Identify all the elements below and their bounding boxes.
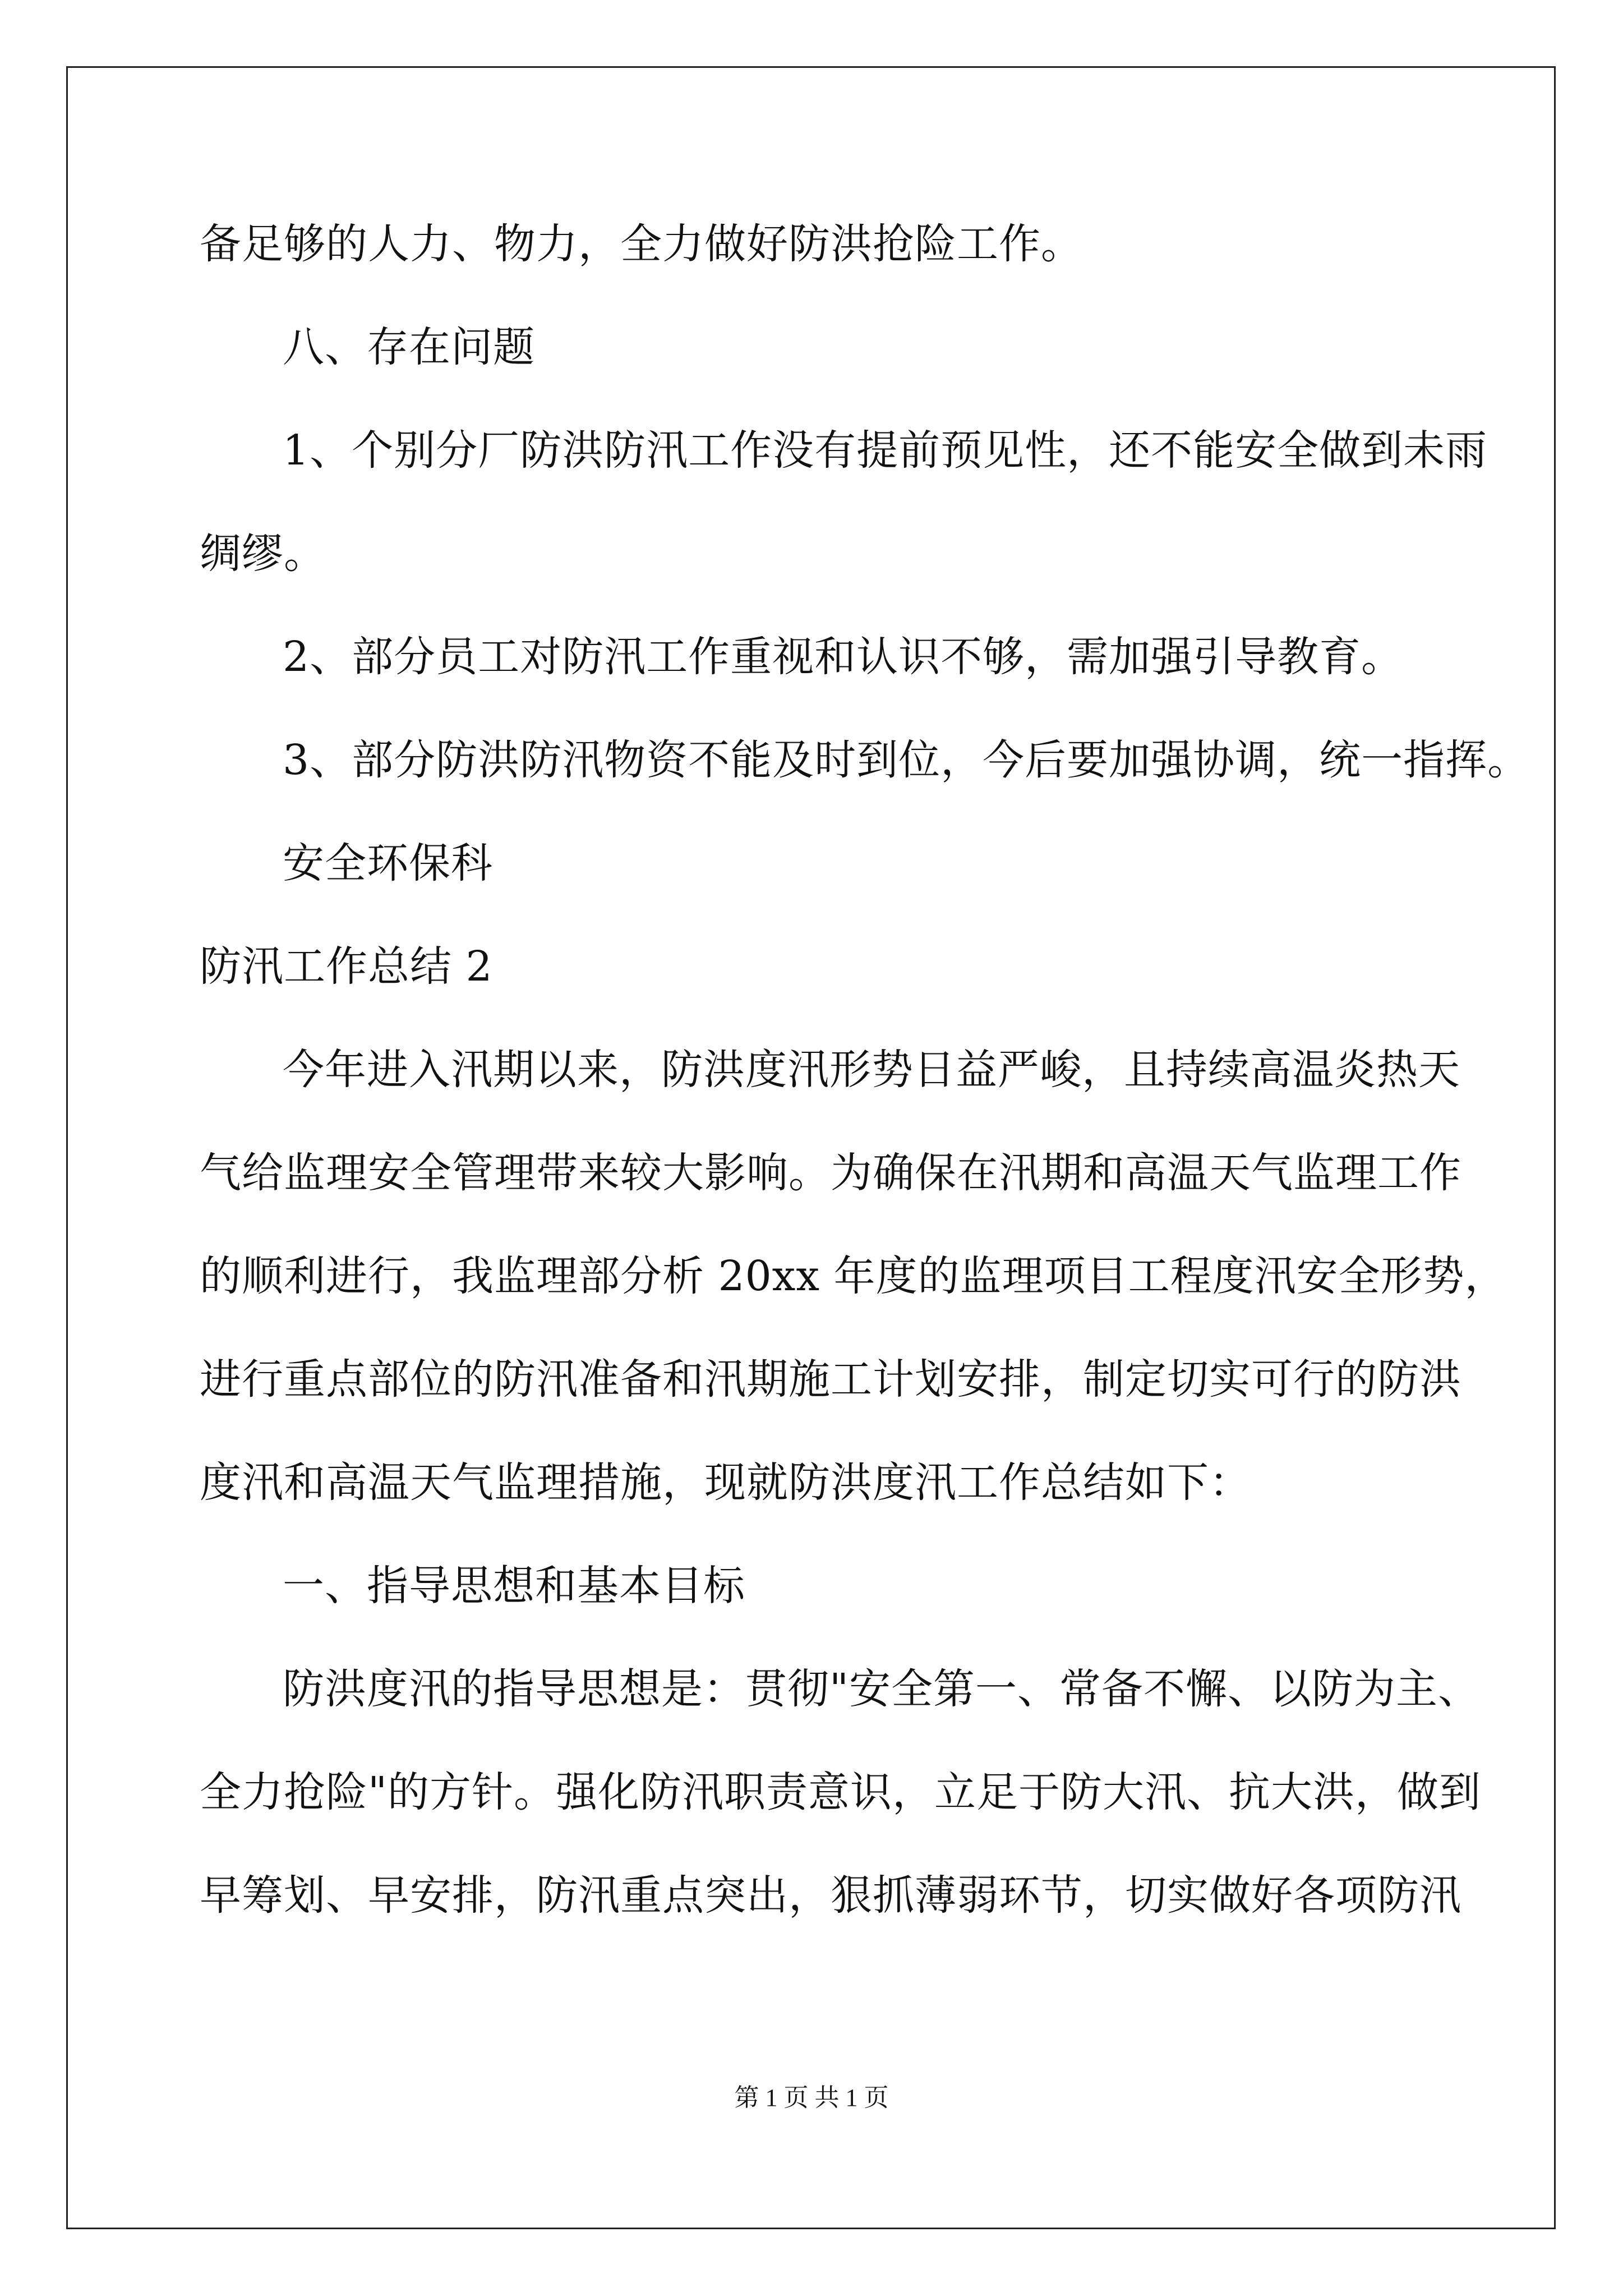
paragraph-line: 3、部分防洪防汛物资不能及时到位，今后要加强协调，统一指挥。 bbox=[283, 736, 1530, 784]
section-heading: 一、指导思想和基本目标 bbox=[283, 1562, 745, 1610]
paragraph-line: 今年进入汛期以来，防洪度汛形势日益严峻，且持续高温炎热天 bbox=[283, 1046, 1460, 1094]
paragraph-line: 2、部分员工对防汛工作重视和认识不够，需加强引导教育。 bbox=[283, 633, 1404, 681]
paragraph-line: 防洪度汛的指导思想是：贯彻"安全第一、常备不懈、以防为主、 bbox=[283, 1665, 1481, 1713]
paragraph-line: 度汛和高温天气监理措施，现就防洪度汛工作总结如下： bbox=[200, 1458, 1251, 1507]
page-number-footer: 第 1 页 共 1 页 bbox=[734, 2084, 889, 2111]
paragraph-line: 绸缪。 bbox=[200, 530, 326, 578]
paragraph-line: 进行重点部位的防汛准备和汛期施工计划安排，制定切实可行的防洪 bbox=[200, 1355, 1461, 1404]
paragraph-line: 1、个别分厂防洪防汛工作没有提前预见性，还不能安全做到未雨 bbox=[283, 426, 1488, 475]
signature-line: 安全环保科 bbox=[283, 839, 493, 887]
paragraph-line: 全力抢险"的方针。强化防汛职责意识，立足于防大汛、抗大洪，做到 bbox=[200, 1768, 1482, 1816]
paragraph-line: 气给监理安全管理带来较大影响。为确保在汛期和高温天气监理工作 bbox=[200, 1149, 1461, 1197]
section-heading: 八、存在问题 bbox=[283, 323, 535, 371]
paragraph-line: 早筹划、早安排，防汛重点突出，狠抓薄弱环节，切实做好各项防汛 bbox=[200, 1871, 1461, 1920]
paragraph-line: 的顺利进行，我监理部分析 20xx 年度的监理项目工程度汛安全形势， bbox=[200, 1252, 1507, 1300]
paragraph-line: 备足够的人力、物力，全力做好防洪抢险工作。 bbox=[200, 220, 1083, 268]
document-title: 防汛工作总结 2 bbox=[200, 942, 493, 991]
